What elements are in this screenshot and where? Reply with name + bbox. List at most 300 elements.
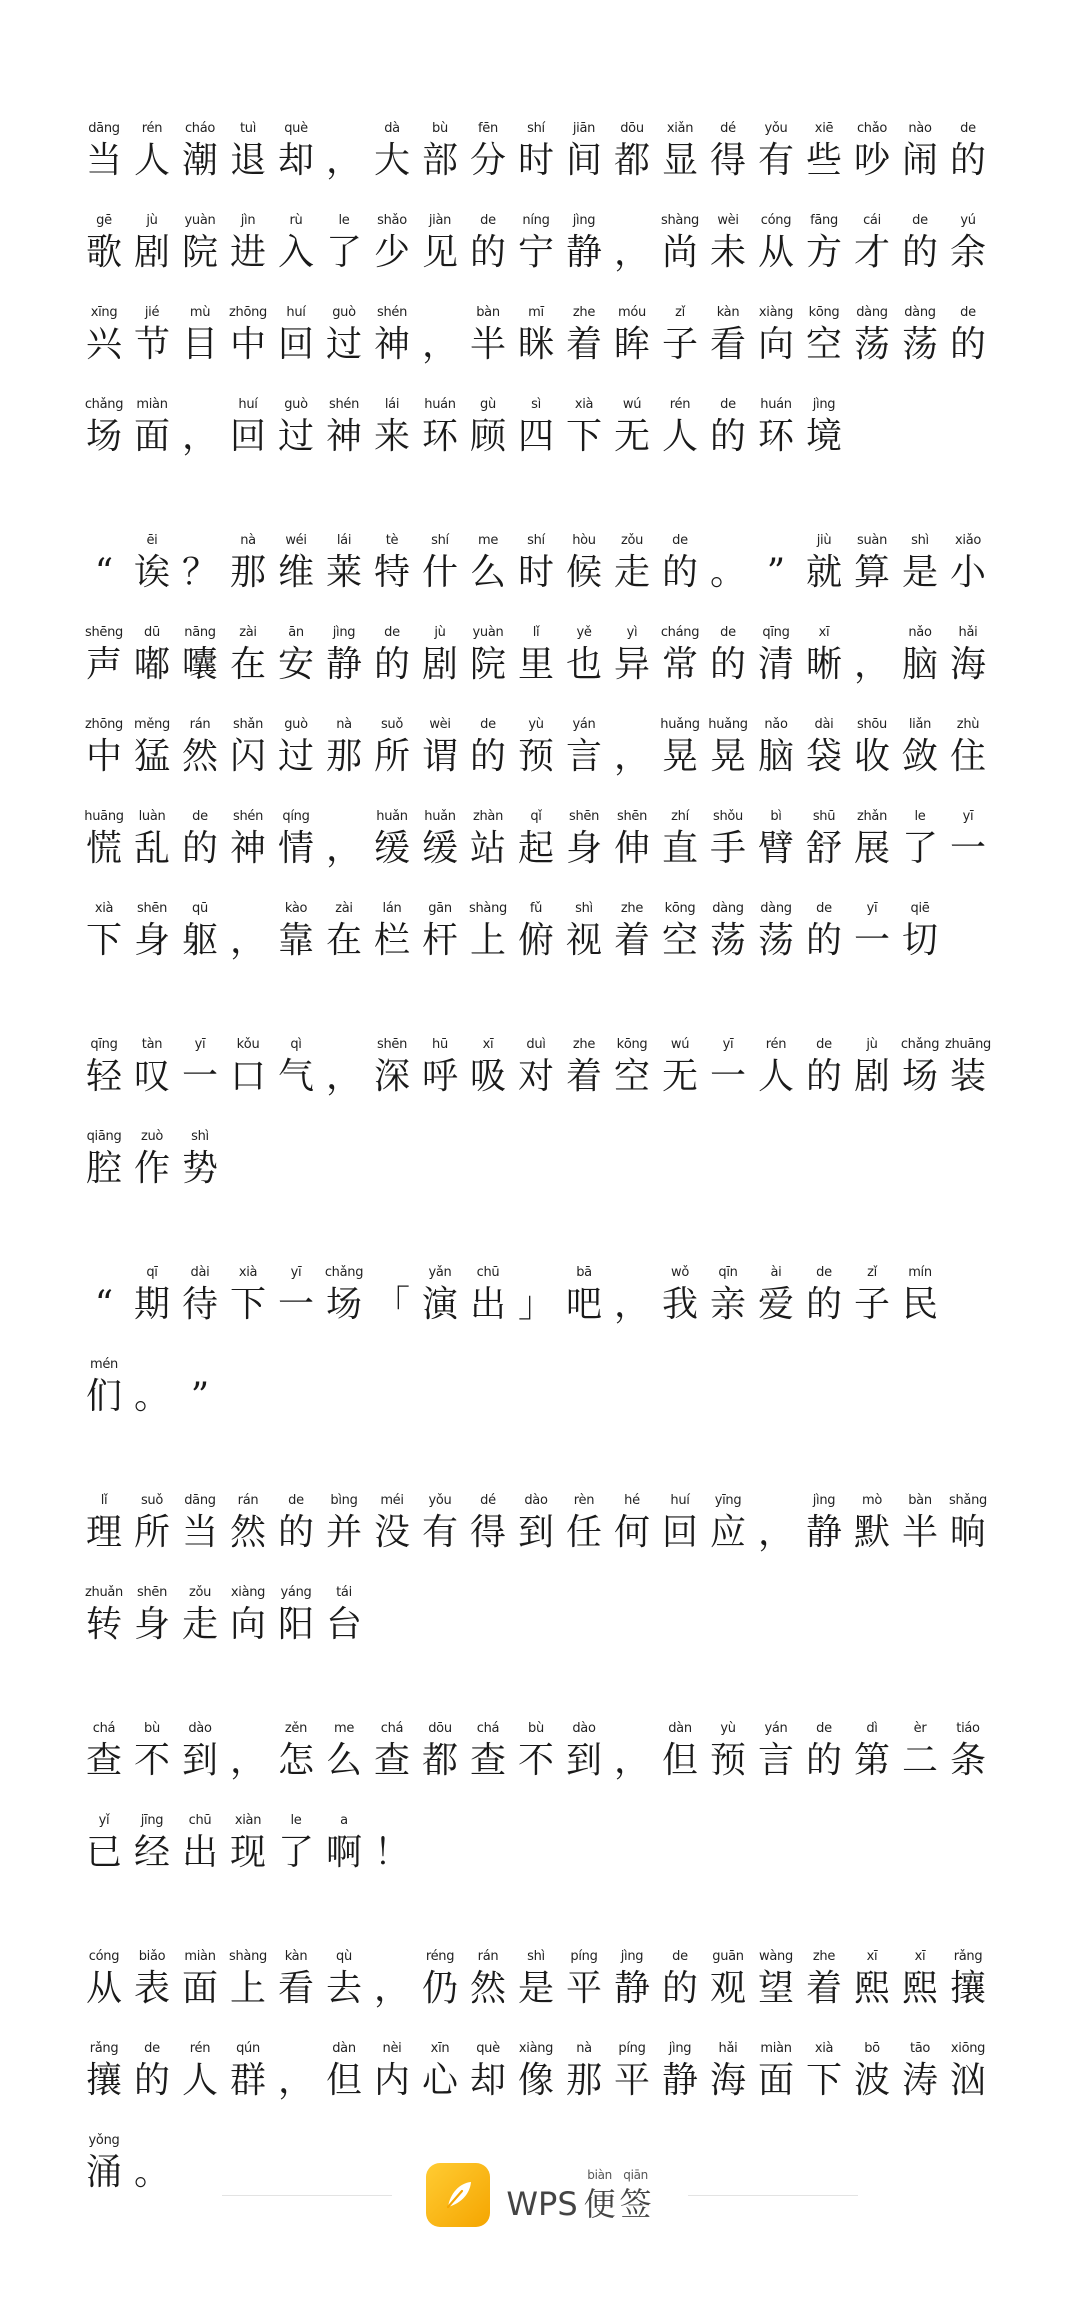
ruby-char <box>800 304 848 368</box>
pinyin: nà <box>576 2041 592 2056</box>
pinyin: zài <box>335 901 353 916</box>
ruby-char <box>176 120 224 184</box>
punctuation <box>512 1264 560 1328</box>
pinyin: yuàn <box>184 213 216 228</box>
punctuation <box>224 1720 272 1784</box>
hanzi: 过 <box>277 736 314 777</box>
ruby-char <box>80 1036 128 1100</box>
ruby-char <box>320 304 368 368</box>
hanzi: 无 <box>661 1056 698 1097</box>
pinyin: de <box>816 1037 832 1052</box>
pinyin: qīn <box>718 1265 738 1280</box>
paragraph <box>80 1008 991 1192</box>
hanzi: 情 <box>277 828 314 869</box>
ruby-char <box>608 532 656 596</box>
pinyin: jiàn <box>428 213 452 228</box>
hanzi: 大 <box>373 140 410 181</box>
hanzi: 了 <box>901 828 938 869</box>
hanzi: 晰 <box>805 644 842 685</box>
hanzi: 站 <box>469 828 506 869</box>
hanzi: 诶 <box>133 552 170 593</box>
brand-name <box>506 2166 653 2224</box>
ruby-char <box>608 1948 656 2012</box>
hanzi: 荡 <box>757 920 794 961</box>
ruby-char <box>656 2040 704 2104</box>
ruby-char <box>582 2166 618 2224</box>
hanzi: 院 <box>181 232 218 273</box>
ruby-char <box>176 900 224 964</box>
pinyin: xià <box>574 397 594 412</box>
pinyin: chǎng <box>900 1037 940 1052</box>
pinyin: chá <box>92 1721 116 1736</box>
pinyin: qún <box>236 2041 260 2056</box>
punctuation <box>368 1948 416 2012</box>
ruby-char <box>224 808 272 872</box>
hanzi: 人 <box>133 140 170 181</box>
hanzi: 海 <box>949 644 986 685</box>
pinyin: dào <box>524 1493 548 1508</box>
pinyin: zhǎn <box>856 809 888 824</box>
hanzi: 势 <box>181 1148 218 1189</box>
pinyin: rén <box>141 121 163 136</box>
ruby-char <box>368 624 416 688</box>
hanzi: 晃 <box>709 736 746 777</box>
hanzi: 经 <box>133 1832 170 1873</box>
ruby-char <box>80 212 128 276</box>
pinyin: yǒu <box>428 1493 452 1508</box>
pinyin: shàng <box>229 1949 267 1964</box>
ruby-char <box>80 304 128 368</box>
ruby-char <box>128 1264 176 1328</box>
hanzi: 下 <box>805 2060 842 2101</box>
ruby-char <box>752 1264 800 1328</box>
ruby-char <box>944 716 992 780</box>
ruby-char <box>224 624 272 688</box>
pinyin: huí <box>238 397 258 412</box>
ruby-char <box>368 1036 416 1100</box>
paragraph <box>80 1464 987 1648</box>
brand-latin: WPS <box>506 2185 578 2223</box>
pinyin: móu <box>618 305 646 320</box>
hanzi: 不 <box>517 1740 554 1781</box>
pinyin: qīng <box>90 1037 118 1052</box>
hanzi: “ <box>94 552 114 593</box>
ruby-char <box>848 716 896 780</box>
hanzi: 的 <box>805 1056 842 1097</box>
hanzi: 平 <box>565 1968 602 2009</box>
ruby-char <box>176 2040 224 2104</box>
ruby-char <box>80 1492 128 1556</box>
ruby-char <box>896 1036 944 1100</box>
ruby-char <box>896 212 944 276</box>
pinyin: miàn <box>136 397 168 412</box>
hanzi: 常 <box>661 644 698 685</box>
hanzi: 腔 <box>85 1148 122 1189</box>
ruby-char <box>656 1720 704 1784</box>
hanzi: 理 <box>85 1512 122 1553</box>
ruby-char <box>80 1128 128 1192</box>
pinyin: kào <box>284 901 308 916</box>
hanzi: 眯 <box>517 324 554 365</box>
punctuation <box>368 1264 416 1328</box>
hanzi: 么 <box>325 1740 362 1781</box>
ruby-char <box>656 624 704 688</box>
pinyin: rǎng <box>953 1949 983 1964</box>
pinyin: suǒ <box>380 717 404 732</box>
pinyin: yī <box>866 901 878 916</box>
ruby-char <box>752 1036 800 1100</box>
ruby-char <box>704 1492 752 1556</box>
hanzi: 却 <box>469 2060 506 2101</box>
pinyin: zhuāng <box>945 1037 991 1052</box>
pinyin: qiān <box>623 2168 648 2182</box>
hanzi: 但 <box>325 2060 362 2101</box>
pinyin: shǎo <box>377 213 407 228</box>
hanzi: 起 <box>517 828 554 869</box>
ruby-char <box>848 304 896 368</box>
ruby-char <box>848 2040 896 2104</box>
punctuation <box>320 1036 368 1100</box>
hanzi: 分 <box>469 140 506 181</box>
ruby-char <box>368 2040 416 2104</box>
hanzi: 有 <box>421 1512 458 1553</box>
hanzi: ， <box>373 1968 410 2009</box>
pinyin: yī <box>962 809 974 824</box>
hanzi: 仍 <box>421 1968 458 2009</box>
pinyin: wàng <box>759 1949 793 1964</box>
hanzi: 然 <box>181 736 218 777</box>
hanzi: 言 <box>565 736 602 777</box>
pinyin: bù <box>528 1721 544 1736</box>
hanzi: 靠 <box>277 920 314 961</box>
hanzi: 视 <box>565 920 602 961</box>
punctuation <box>176 396 224 460</box>
ruby-char <box>80 624 128 688</box>
ruby-char <box>464 716 512 780</box>
ruby-char <box>416 2040 464 2104</box>
pinyin: wèi <box>429 717 451 732</box>
pinyin: zǒu <box>188 1585 212 1600</box>
pinyin: shì <box>575 901 593 916</box>
hanzi: 当 <box>85 140 122 181</box>
hanzi: 的 <box>709 644 746 685</box>
pinyin: dāng <box>88 121 120 136</box>
ruby-char <box>752 1720 800 1784</box>
hanzi: 维 <box>277 552 314 593</box>
hanzi: 算 <box>853 552 890 593</box>
hanzi: 得 <box>709 140 746 181</box>
hanzi: 目 <box>181 324 218 365</box>
pinyin: yǎn <box>428 1265 452 1280</box>
ruby-char <box>176 1584 224 1648</box>
ruby-char <box>896 120 944 184</box>
hanzi: 节 <box>133 324 170 365</box>
pinyin: shàng <box>661 213 699 228</box>
ruby-char <box>128 1128 176 1192</box>
hanzi: 境 <box>805 416 842 457</box>
ruby-char <box>272 1264 320 1328</box>
pinyin: cháng <box>660 625 700 640</box>
pinyin: bā <box>576 1265 592 1280</box>
pinyin: zǐ <box>675 305 685 320</box>
hanzi: 的 <box>469 736 506 777</box>
ruby-char <box>800 212 848 276</box>
ruby-char <box>272 624 320 688</box>
pinyin: shén <box>232 809 264 824</box>
hanzi: 空 <box>613 1056 650 1097</box>
pinyin: ài <box>770 1265 782 1280</box>
ruby-char <box>800 624 848 688</box>
pinyin: dàn <box>668 1721 692 1736</box>
ruby-char <box>608 120 656 184</box>
ruby-char <box>464 1264 512 1328</box>
hanzi: 袋 <box>805 736 842 777</box>
hanzi: 所 <box>373 736 410 777</box>
hanzi: 的 <box>709 416 746 457</box>
hanzi: 住 <box>949 736 986 777</box>
pinyin: měng <box>134 717 170 732</box>
ruby-char <box>512 716 560 780</box>
ruby-char <box>944 1492 992 1556</box>
hanzi: 收 <box>853 736 890 777</box>
ruby-char <box>128 716 176 780</box>
ruby-char <box>656 120 704 184</box>
brand-cjk <box>582 2166 654 2224</box>
hanzi: 手 <box>709 828 746 869</box>
pinyin: méi <box>380 1493 404 1508</box>
hanzi: 的 <box>949 140 986 181</box>
pinyin: xī <box>914 1949 926 1964</box>
ruby-char <box>944 1720 992 1784</box>
hanzi: 海 <box>709 2060 746 2101</box>
pinyin: chá <box>380 1721 404 1736</box>
hanzi: ， <box>325 140 362 181</box>
ruby-char <box>560 1720 608 1784</box>
pinyin: dài <box>190 1265 210 1280</box>
hanzi: 中 <box>85 736 122 777</box>
hanzi: 子 <box>853 1284 890 1325</box>
hanzi: 的 <box>277 1512 314 1553</box>
text-line <box>80 2012 986 2104</box>
hanzi: 并 <box>325 1512 362 1553</box>
hanzi: 熙 <box>901 1968 938 2009</box>
hanzi: 默 <box>853 1512 890 1553</box>
pinyin: luàn <box>138 809 166 824</box>
pinyin: jìng <box>332 625 356 640</box>
ruby-char <box>272 532 320 596</box>
hanzi: 场 <box>901 1056 938 1097</box>
pinyin: shǎng <box>949 1493 987 1508</box>
pinyin: yáng <box>280 1585 312 1600</box>
hanzi: 是 <box>517 1968 554 2009</box>
hanzi: ， <box>229 1740 266 1781</box>
ruby-char <box>224 212 272 276</box>
pinyin: xià <box>238 1265 258 1280</box>
hanzi: 一 <box>277 1284 314 1325</box>
ruby-char <box>512 808 560 872</box>
pinyin: yǐ <box>98 1813 110 1828</box>
hanzi: 们 <box>85 1376 122 1417</box>
hanzi: 怎 <box>277 1740 314 1781</box>
ruby-char <box>800 532 848 596</box>
hanzi: 栏 <box>373 920 410 961</box>
pinyin: dà <box>384 121 400 136</box>
pinyin: rén <box>765 1037 787 1052</box>
pinyin: shōu <box>856 717 887 732</box>
pinyin: qiē <box>910 901 930 916</box>
hanzi: 时 <box>517 552 554 593</box>
hanzi: 到 <box>181 1740 218 1781</box>
pinyin: dì <box>866 1721 878 1736</box>
hanzi: 候 <box>565 552 602 593</box>
hanzi: 闹 <box>901 140 938 181</box>
punctuation <box>848 624 896 688</box>
pinyin: de <box>816 1265 832 1280</box>
ruby-char <box>80 2040 128 2104</box>
ruby-char <box>944 1036 992 1100</box>
ruby-char <box>464 532 512 596</box>
ruby-char <box>176 624 224 688</box>
pinyin: huí <box>670 1493 690 1508</box>
pinyin: ān <box>288 625 304 640</box>
text-line <box>80 1236 960 1328</box>
ruby-char <box>80 1356 128 1420</box>
pinyin: xīn <box>430 2041 450 2056</box>
ruby-char <box>800 808 848 872</box>
ruby-char <box>224 1264 272 1328</box>
pinyin: gē <box>96 213 112 228</box>
ruby-char <box>704 1036 752 1100</box>
ruby-char <box>272 900 320 964</box>
pinyin: de <box>672 533 688 548</box>
ruby-char <box>416 1720 464 1784</box>
ruby-char <box>608 1036 656 1100</box>
hanzi: 转 <box>85 1604 122 1645</box>
ruby-char <box>656 212 704 276</box>
ruby-char <box>944 532 992 596</box>
hanzi: 莱 <box>325 552 362 593</box>
hanzi: 像 <box>517 2060 554 2101</box>
pinyin: de <box>816 901 832 916</box>
pinyin: nǎo <box>908 625 932 640</box>
ruby-char <box>656 304 704 368</box>
hanzi: 涛 <box>901 2060 938 2101</box>
pinyin: cóng <box>88 1949 120 1964</box>
pinyin: yì <box>626 625 638 640</box>
pinyin: tāo <box>909 2041 931 2056</box>
pinyin: mī <box>528 305 544 320</box>
pinyin: mò <box>861 1493 883 1508</box>
divider-left <box>222 2195 392 2196</box>
pinyin: xī <box>818 625 830 640</box>
pinyin: de <box>144 2041 160 2056</box>
hanzi: 人 <box>661 416 698 457</box>
text-line <box>80 780 986 872</box>
pinyin: shén <box>376 305 408 320</box>
ruby-char <box>320 1812 368 1876</box>
ruby-char <box>272 716 320 780</box>
ruby-char <box>752 120 800 184</box>
ruby-char <box>896 2040 944 2104</box>
hanzi: ， <box>181 416 218 457</box>
ruby-char <box>752 1948 800 2012</box>
ruby-char <box>464 212 512 276</box>
hanzi: 荡 <box>709 920 746 961</box>
hanzi: 余 <box>949 232 986 273</box>
pinyin: de <box>384 625 400 640</box>
hanzi: 便 <box>583 2185 616 2223</box>
pinyin: bìng <box>330 1493 358 1508</box>
pinyin: rán <box>189 717 211 732</box>
hanzi: 的 <box>805 1284 842 1325</box>
hanzi: 身 <box>565 828 602 869</box>
hanzi: 吵 <box>853 140 890 181</box>
punctuation <box>704 532 752 596</box>
pinyin: nào <box>908 121 932 136</box>
hanzi: 场 <box>85 416 122 457</box>
pinyin: de <box>192 809 208 824</box>
ruby-char <box>272 1584 320 1648</box>
hanzi: 直 <box>661 828 698 869</box>
hanzi: 过 <box>325 324 362 365</box>
hanzi: 得 <box>469 1512 506 1553</box>
ruby-char <box>176 1128 224 1192</box>
pinyin: zhōng <box>228 305 267 320</box>
ruby-char <box>368 808 416 872</box>
ruby-char <box>272 1036 320 1100</box>
ruby-char <box>560 396 608 460</box>
ruby-char <box>896 1492 944 1556</box>
hanzi: 着 <box>805 1968 842 2009</box>
text-line <box>80 1556 960 1648</box>
ruby-char <box>320 900 368 964</box>
hanzi: 攘 <box>949 1968 986 2009</box>
pinyin: jù <box>434 625 446 640</box>
pinyin: shēn <box>376 1037 408 1052</box>
hanzi: 时 <box>517 140 554 181</box>
hanzi: 神 <box>373 324 410 365</box>
text-line <box>80 1692 986 1784</box>
ruby-char <box>848 1492 896 1556</box>
ruby-char <box>464 808 512 872</box>
ruby-char <box>176 808 224 872</box>
punctuation <box>752 532 800 596</box>
pinyin: zhe <box>572 1037 596 1052</box>
ruby-char <box>944 624 992 688</box>
leaf-feather-icon <box>438 2175 478 2215</box>
hanzi: 的 <box>133 2060 170 2101</box>
hanzi: 看 <box>277 1968 314 2009</box>
pinyin: fēn <box>478 121 498 136</box>
hanzi: 签 <box>619 2185 652 2223</box>
hanzi: 异 <box>613 644 650 685</box>
ruby-char <box>800 900 848 964</box>
pinyin: huí <box>286 305 306 320</box>
pinyin: jié <box>144 305 160 320</box>
hanzi: 不 <box>133 1740 170 1781</box>
hanzi: 一 <box>949 828 986 869</box>
hanzi: 显 <box>661 140 698 181</box>
hanzi: 望 <box>757 1968 794 2009</box>
punctuation <box>416 304 464 368</box>
pinyin: rèn <box>573 1493 595 1508</box>
hanzi: 晃 <box>661 736 698 777</box>
ruby-char <box>224 1036 272 1100</box>
pinyin: kǒu <box>236 1037 260 1052</box>
ruby-char <box>944 120 992 184</box>
pinyin: yǒng <box>88 2133 120 2148</box>
pinyin: xiǎn <box>666 121 694 136</box>
